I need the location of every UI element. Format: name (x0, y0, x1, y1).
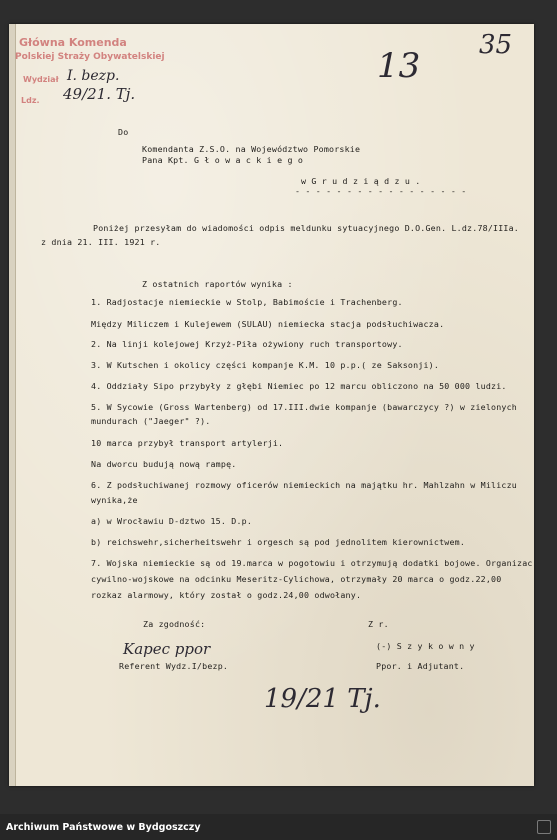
archive-name: Archiwum Państwowe w Bydgoszczy (6, 821, 201, 833)
body-line: 7. Wojska niemieckie są od 19.marca w pogotowiu i otrzymują dodatki bojowe. Organizac (91, 558, 533, 568)
signatory-title: Ppor. i Adjutant. (376, 661, 465, 671)
address-line-1: Komendanta Z.S.O. na Województwo Pomorskie (142, 144, 361, 154)
address-to: Do (118, 127, 129, 137)
body-line: cywilno-wojskowe na odcinku Meseritz-Cylichowa, otrzymały 20 marca o godz.22,00 (91, 574, 502, 584)
body-line: rozkaz alarmowy, który został o godz.24,00 odwołany. (91, 590, 362, 600)
body-line: 10 marca przybył transport artylerji. (91, 438, 284, 448)
handwritten-archive-number: 35 (479, 30, 513, 60)
handwritten-department: I. bezp. (67, 68, 120, 84)
page-binding-edge (9, 24, 16, 786)
stamp-line-2: Polskiej Straży Obywatelskiej (15, 52, 165, 62)
body-line: 2. Na linji kolejowej Krzyż-Piła ożywiony ruch transportowy. (91, 339, 403, 349)
body-line: Między Miliczem i Kulejewem (SULAU) niemiecka stacja podsłuchiwacza. (91, 319, 445, 329)
handwritten-signature: Kapec ppor (123, 640, 211, 658)
body-line: Na dworcu budują nową rampę. (91, 459, 237, 469)
intro-line-2: z dnia 21. III. 1921 r. (41, 237, 161, 247)
handwritten-date: 19/21 Tj. (264, 684, 381, 714)
stamp-line-3: Wydział (23, 75, 59, 84)
document-page (9, 24, 534, 786)
stamp-line-4: Ldz. (21, 96, 40, 105)
body-line: 5. W Sycowie (Gross Wartenberg) od 17.III.dwie kompanje (bawarczycy ?) w zielonych (91, 402, 518, 412)
signatory-name: (-) S z y k o w n y (376, 641, 475, 651)
body-heading: Z ostatnich raportów wynika : (142, 279, 293, 289)
stamp-line-1: Główna Komenda (19, 36, 127, 49)
referent-title: Referent Wydz.I/bezp. (119, 661, 229, 671)
address-city-underline: - - - - - - - - - - - - - - - - - (295, 186, 467, 196)
body-line: 3. W Kutschen i okolicy części kompanje K.M. 10 p.p.( ze Saksonji). (91, 360, 440, 370)
body-line: b) reichswehr,sicherheitswehr i orgesch są pod jednolitem kierownictwem. (91, 537, 466, 547)
body-line: wynika,że (91, 495, 138, 505)
right-label: Z r. (368, 619, 389, 629)
conformity-label: Za zgodność: (143, 619, 206, 629)
body-line: 4. Oddziały Sipo przybyły z głębi Niemiec po 12 marcu obliczono na 50 000 ludzi. (91, 381, 507, 391)
body-line: 6. Z podsłuchiwanej rozmowy oficerów niemieckich na majątku hr. Mahlzahn w Miliczu (91, 480, 518, 490)
fullscreen-icon[interactable] (537, 820, 551, 834)
archive-footer (0, 814, 557, 840)
body-line: a) w Wrocławiu D-dztwo 15. D.p. (91, 516, 253, 526)
address-city: w G r u d z i ą d z u . (301, 176, 421, 186)
body-line: mundurach ("Jaeger" ?). (91, 416, 211, 426)
body-line: 1. Radjostacje niemieckie w Stolp, Babimoście i Trachenberg. (91, 297, 403, 307)
address-line-2: Pana Kpt. G ł o w a c k i e g o (142, 155, 304, 165)
handwritten-page-number: 13 (377, 46, 421, 86)
intro-line-1: Poniżej przesyłam do wiadomości odpis meldunku sytuacyjnego D.O.Gen. L.dz.78/IIIa. (93, 223, 520, 233)
handwritten-number: 49/21. Tj. (63, 85, 136, 103)
